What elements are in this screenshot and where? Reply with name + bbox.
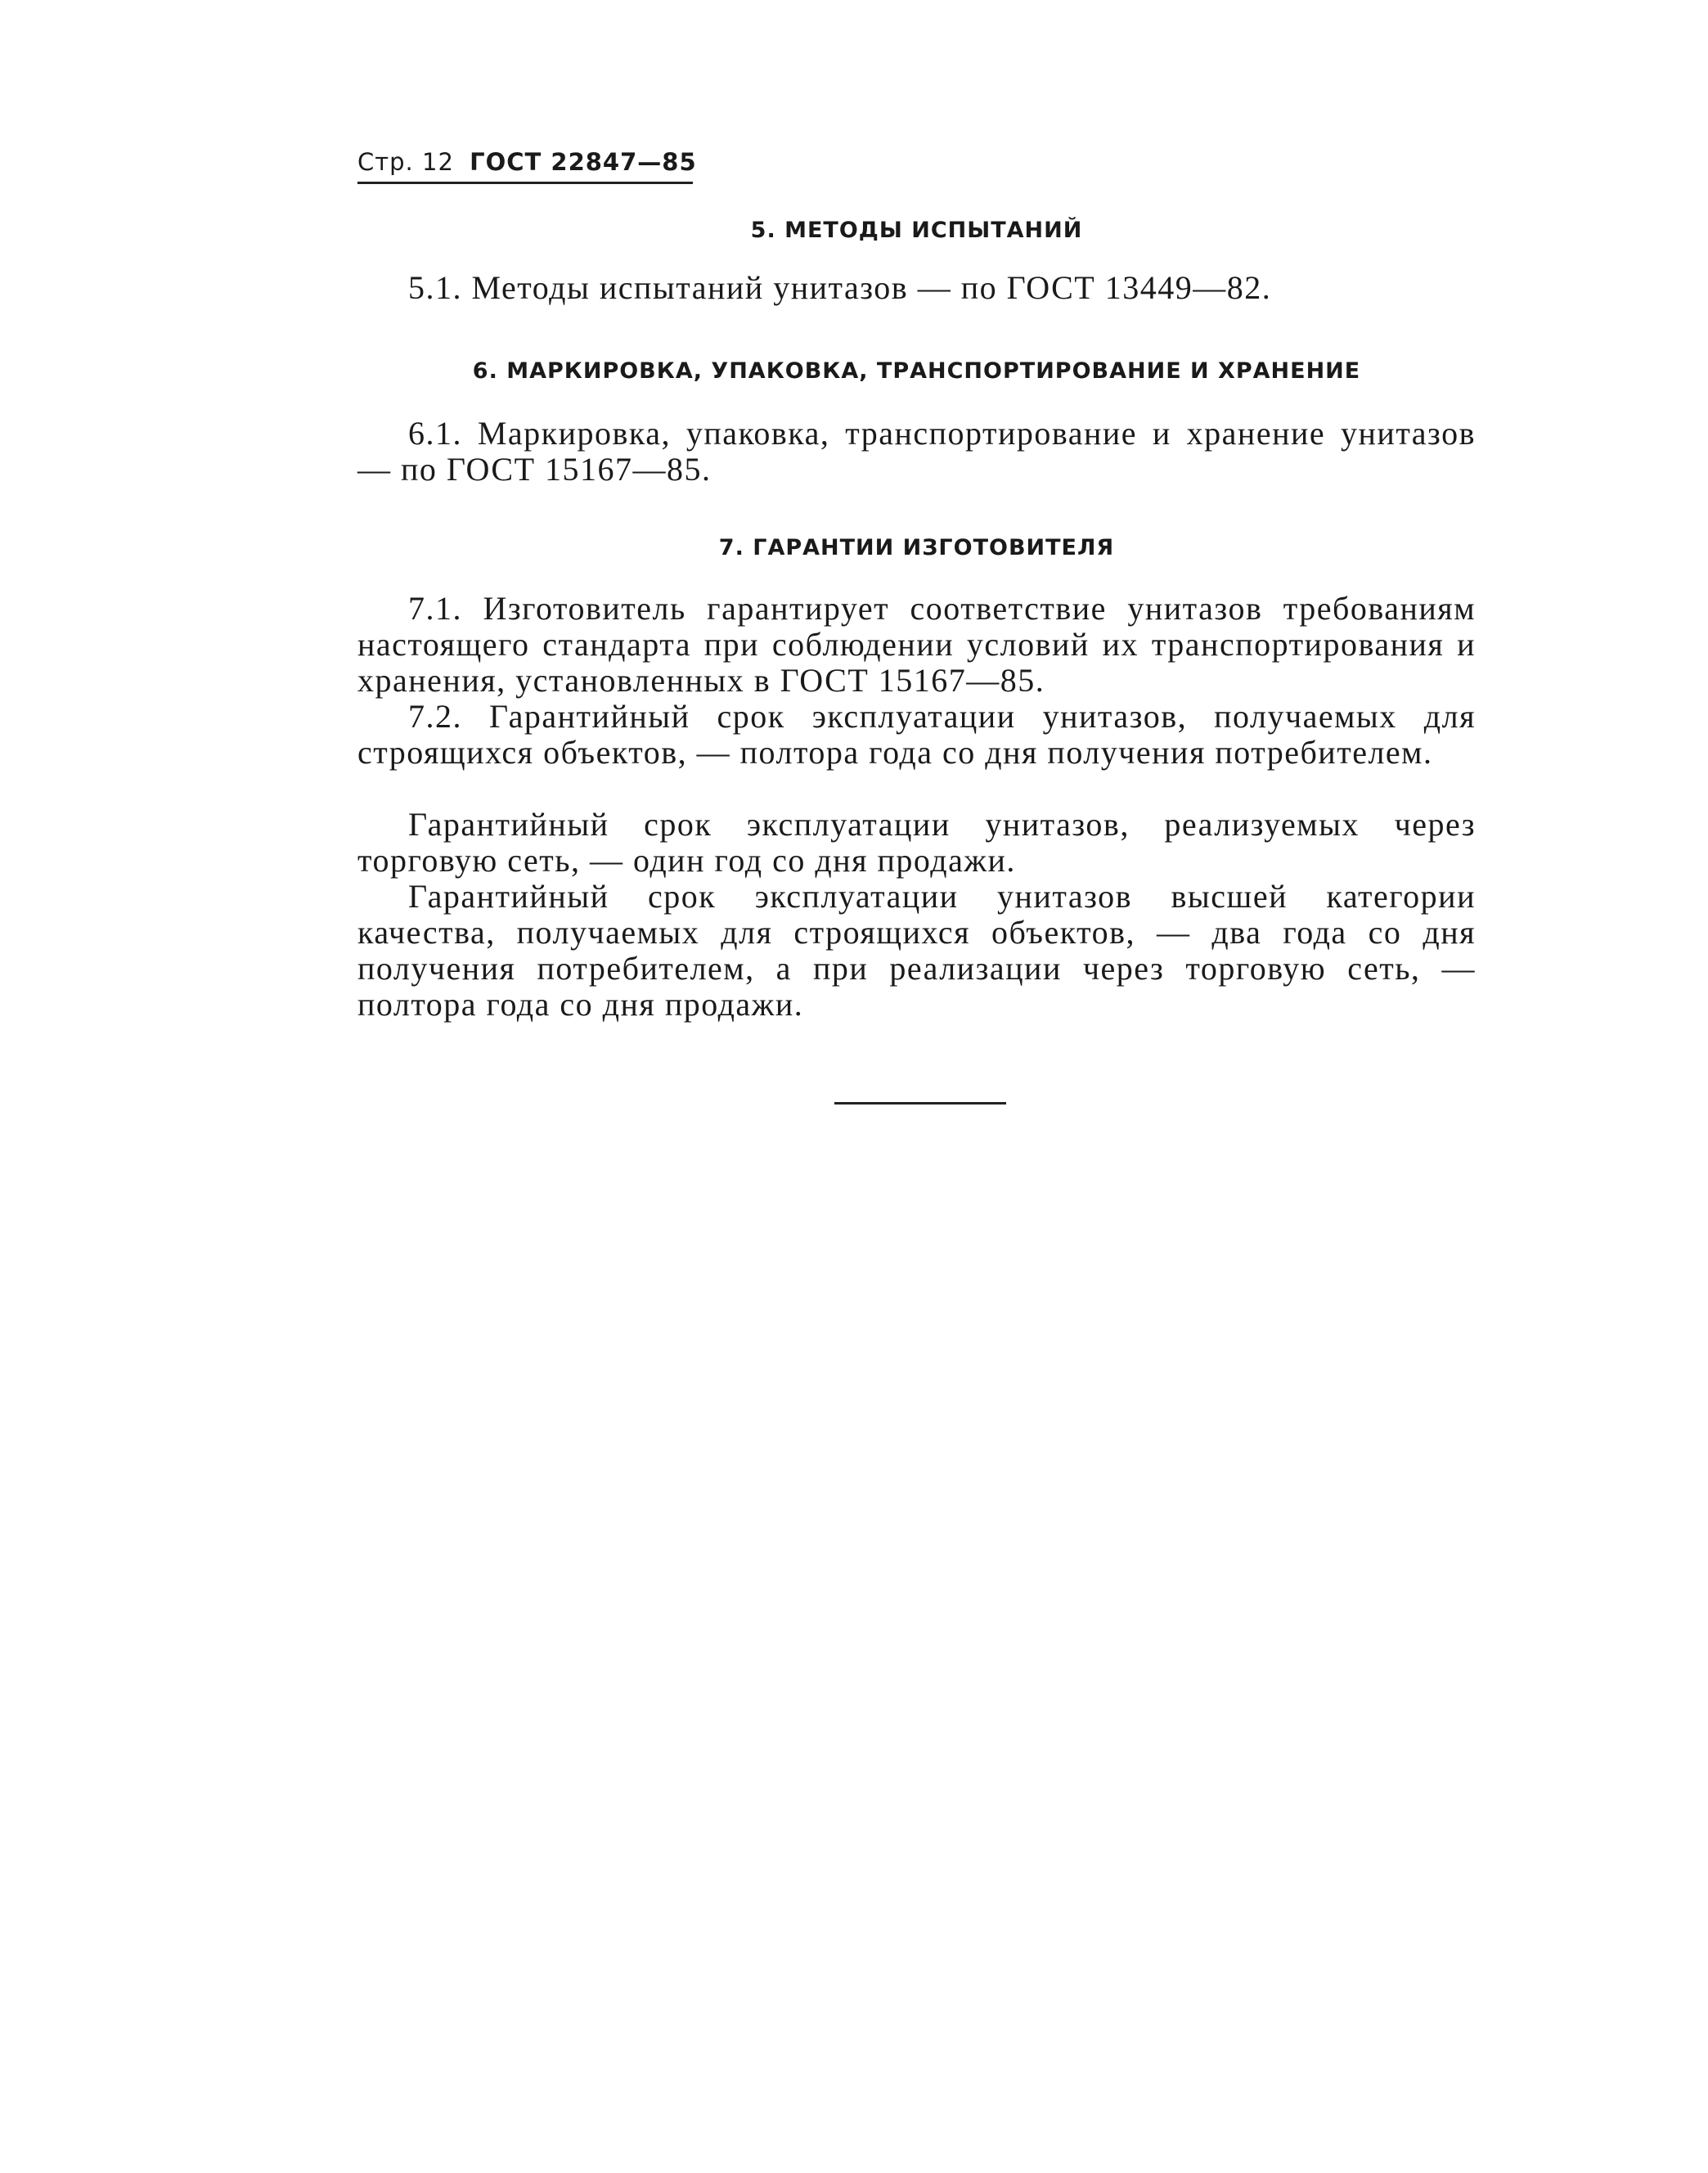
running-header [357, 144, 701, 183]
page-number: Стр. 12 [357, 148, 454, 176]
paragraph-5-1 [357, 270, 1476, 306]
end-of-text-rule [834, 1102, 1006, 1104]
paragraph-6-1 [357, 416, 1476, 488]
paragraph-7-1 [357, 591, 1476, 699]
section-7-title: 7. ГАРАНТИИ ИЗГОТОВИТЕЛЯ [718, 535, 1115, 560]
paragraph-7-2-premium [357, 879, 1476, 1023]
section-5-title: 5. МЕТОДЫ ИСПЫТАНИЙ [750, 218, 1083, 243]
paragraph-7-2-retail-text: Гарантийный срок эксплуатации унитазов, реализуемых через торговую сеть, — один год со дня продажи. [357, 806, 1476, 879]
header-underline [357, 182, 693, 184]
paragraph-7-2-text: 7.2. Гарантийный срок эксплуатации унитазов, получаемых для строящихся объектов, — полтора года со дня получения потребителем. [357, 698, 1476, 771]
paragraph-7-2-retail [357, 807, 1476, 879]
standard-designation: ГОСТ 22847—85 [470, 148, 697, 176]
section-6-title: 6. МАРКИРОВКА, УПАКОВКА, ТРАНСПОРТИРОВАНИЕ И ХРАНЕНИЕ [472, 358, 1361, 384]
paragraph-6-1-text: 6.1. Маркировка, упаковка, транспортирование и хранение унитазов — по ГОСТ 15167—85. [357, 415, 1476, 488]
paragraph-7-2 [357, 699, 1476, 771]
paragraph-7-1-text: 7.1. Изготовитель гарантирует соответствие унитазов требованиям настоящего стандарта при соблюдении условий их транспортирования и хранения, установленных в ГОСТ 15167—85. [357, 590, 1476, 699]
paragraph-5-1-text: 5.1. Методы испытаний унитазов — по ГОСТ 13449—82. [408, 269, 1272, 306]
paragraph-7-2-premium-text: Гарантийный срок эксплуатации унитазов высшей категории качества, получаемых для строящихся объектов, — два года со дня получения потребителем, а при реализации через торговую сеть, — полтора года со дня продажи. [357, 878, 1476, 1023]
